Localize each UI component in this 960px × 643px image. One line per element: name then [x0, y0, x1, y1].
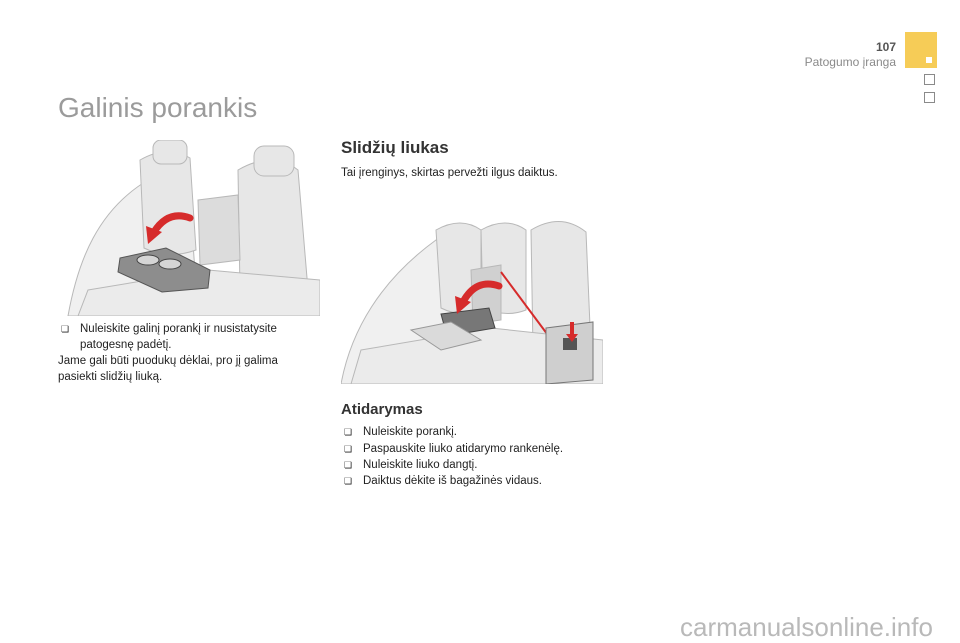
- armrest-illustration: [58, 140, 320, 316]
- watermark: carmanualsonline.info: [680, 612, 933, 642]
- sub-heading: Atidarymas: [341, 401, 423, 418]
- section-intro: Tai įrenginys, skirtas pervežti ilgus daiktus.: [341, 167, 558, 179]
- chapter-tab-active: [905, 32, 937, 68]
- step-item: [344, 424, 613, 440]
- step-item: [344, 473, 613, 489]
- step-text: Nuleiskite porankį.: [363, 426, 457, 438]
- section-name: Patogumo įranga: [804, 55, 896, 69]
- checkbox-bullet-icon: ❏: [344, 460, 353, 470]
- armrest-note: Jame gali būti puodukų dėklai, pro jį galima pasiekti slidžių liuką.: [58, 355, 278, 383]
- step-text: Nuleiskite liuko dangtį.: [363, 459, 478, 471]
- page-title: Galinis porankis: [58, 92, 258, 123]
- chapter-tab: [924, 92, 935, 103]
- step-item: [344, 457, 613, 473]
- step-text: Paspauskite liuko atidarymo rankenėlę.: [363, 443, 564, 455]
- page-number: 107: [875, 40, 896, 54]
- checkbox-bullet-icon: ❏: [344, 444, 353, 454]
- section-heading: Slidžių liukas: [341, 138, 449, 157]
- step-text: Daiktus dėkite iš bagažinės vidaus.: [363, 475, 542, 487]
- chapter-tab: [924, 74, 935, 85]
- checkbox-bullet-icon: ❏: [344, 427, 353, 437]
- checkbox-bullet-icon: ❏: [61, 324, 70, 334]
- ski-hatch-illustration: [341, 210, 603, 384]
- instruction-text: Nuleiskite galinį porankį ir nusistatysite patogesnę padėtį.: [80, 323, 277, 351]
- step-item: [344, 441, 613, 457]
- instruction-bullet: [61, 321, 300, 353]
- checkbox-bullet-icon: ❏: [344, 476, 353, 486]
